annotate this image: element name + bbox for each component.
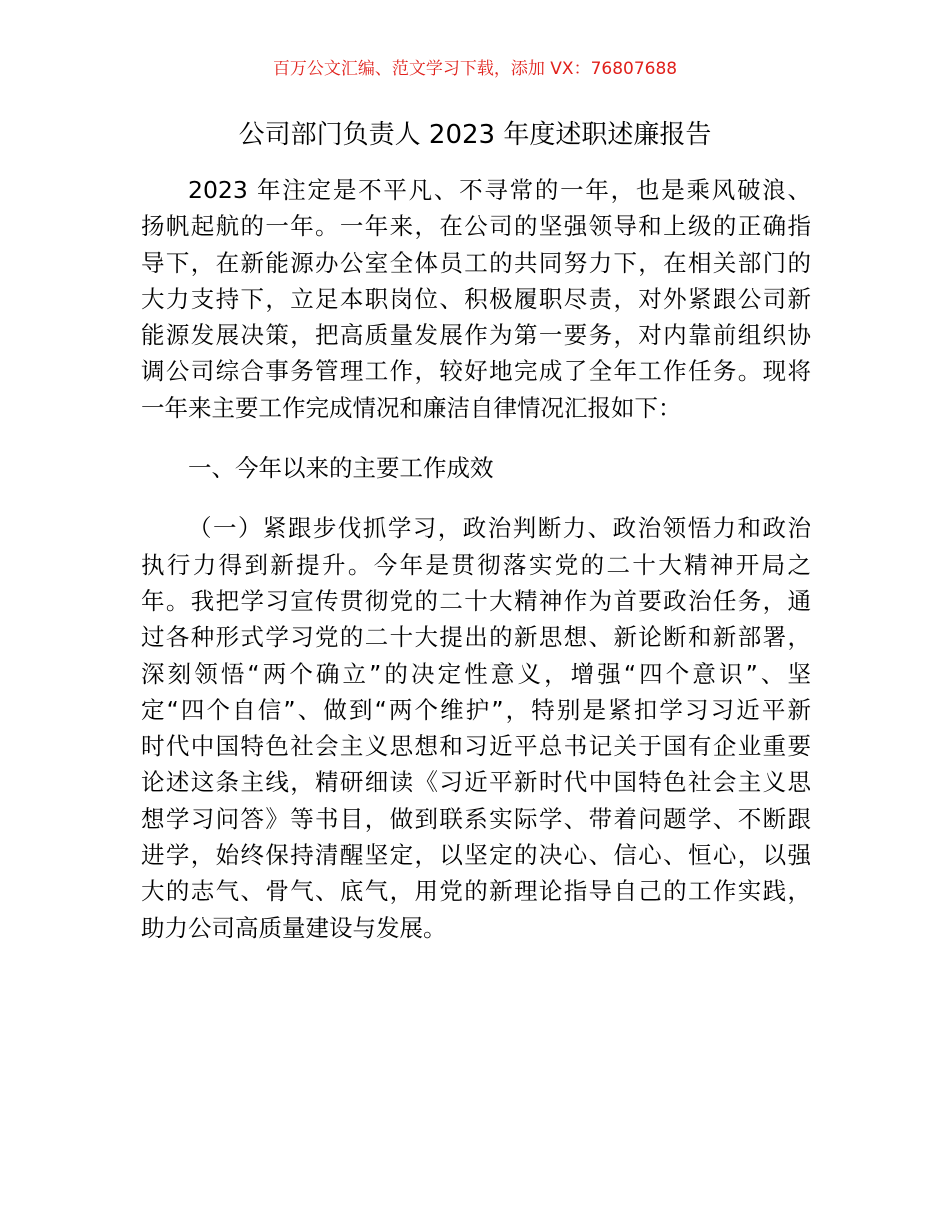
- text-line: 大力支持下，立足本职岗位、积极履职尽责，对外紧跟公司新: [141, 284, 811, 313]
- text-line: 深刻领悟“两个确立”的决定性意义，增强“四个意识”、坚: [141, 659, 811, 688]
- text-line: （一）紧跟步伐抓学习，政治判断力、政治领悟力和政治: [188, 514, 811, 543]
- text-line: 一年来主要工作完成情况和廉洁自律情况汇报如下：: [141, 393, 682, 422]
- text-line: 过各种形式学习党的二十大提出的新思想、新论断和新部署，: [141, 623, 811, 652]
- paragraph-intro: [141, 172, 811, 426]
- text-line: 2023 年注定是不平凡、不寻常的一年，也是乘风破浪、: [188, 176, 811, 204]
- paragraph-subsection-1: [141, 510, 811, 946]
- document-body: [141, 172, 811, 946]
- watermark-banner: 百万公文汇编、范文学习下载，添加 VX：76807688: [272, 59, 678, 79]
- text-line: 助力公司高质量建设与发展。: [141, 913, 447, 942]
- section-heading: [141, 450, 811, 486]
- text-line: 定“四个自信”、做到“两个维护”，特别是紧扣学习习近平新: [141, 695, 811, 724]
- text-line: 导下，在新能源办公室全体员工的共同努力下，在相关部门的: [141, 248, 811, 277]
- text-line: 时代中国特色社会主义思想和习近平总书记关于国有企业重要: [141, 732, 811, 761]
- document-title: 公司部门负责人 2023 年度述职述廉报告: [238, 120, 712, 150]
- text-line: 大的志气、骨气、底气，用党的新理论指导自己的工作实践，: [141, 877, 811, 906]
- text-line: 想学习问答》等书目，做到联系实际学、带着问题学、不断跟: [141, 804, 811, 833]
- text-line: 扬帆起航的一年。一年来，在公司的坚强领导和上级的正确指: [141, 212, 811, 241]
- heading-line: 一、今年以来的主要工作成效: [188, 454, 494, 483]
- text-line: 执行力得到新提升。今年是贯彻落实党的二十大精神开局之: [141, 550, 811, 579]
- text-line: 年。我把学习宣传贯彻党的二十大精神作为首要政治任务，通: [141, 586, 811, 615]
- paragraph-gap: [141, 486, 811, 510]
- text-line: 能源发展决策，把高质量发展作为第一要务，对内靠前组织协: [141, 321, 811, 350]
- text-line: 调公司综合事务管理工作，较好地完成了全年工作任务。现将: [141, 357, 811, 386]
- paragraph-gap: [141, 426, 811, 450]
- text-line: 论述这条主线，精研细读《习近平新时代中国特色社会主义思: [141, 768, 811, 797]
- text-line: 进学，始终保持清醒坚定，以坚定的决心、信心、恒心，以强: [141, 841, 811, 870]
